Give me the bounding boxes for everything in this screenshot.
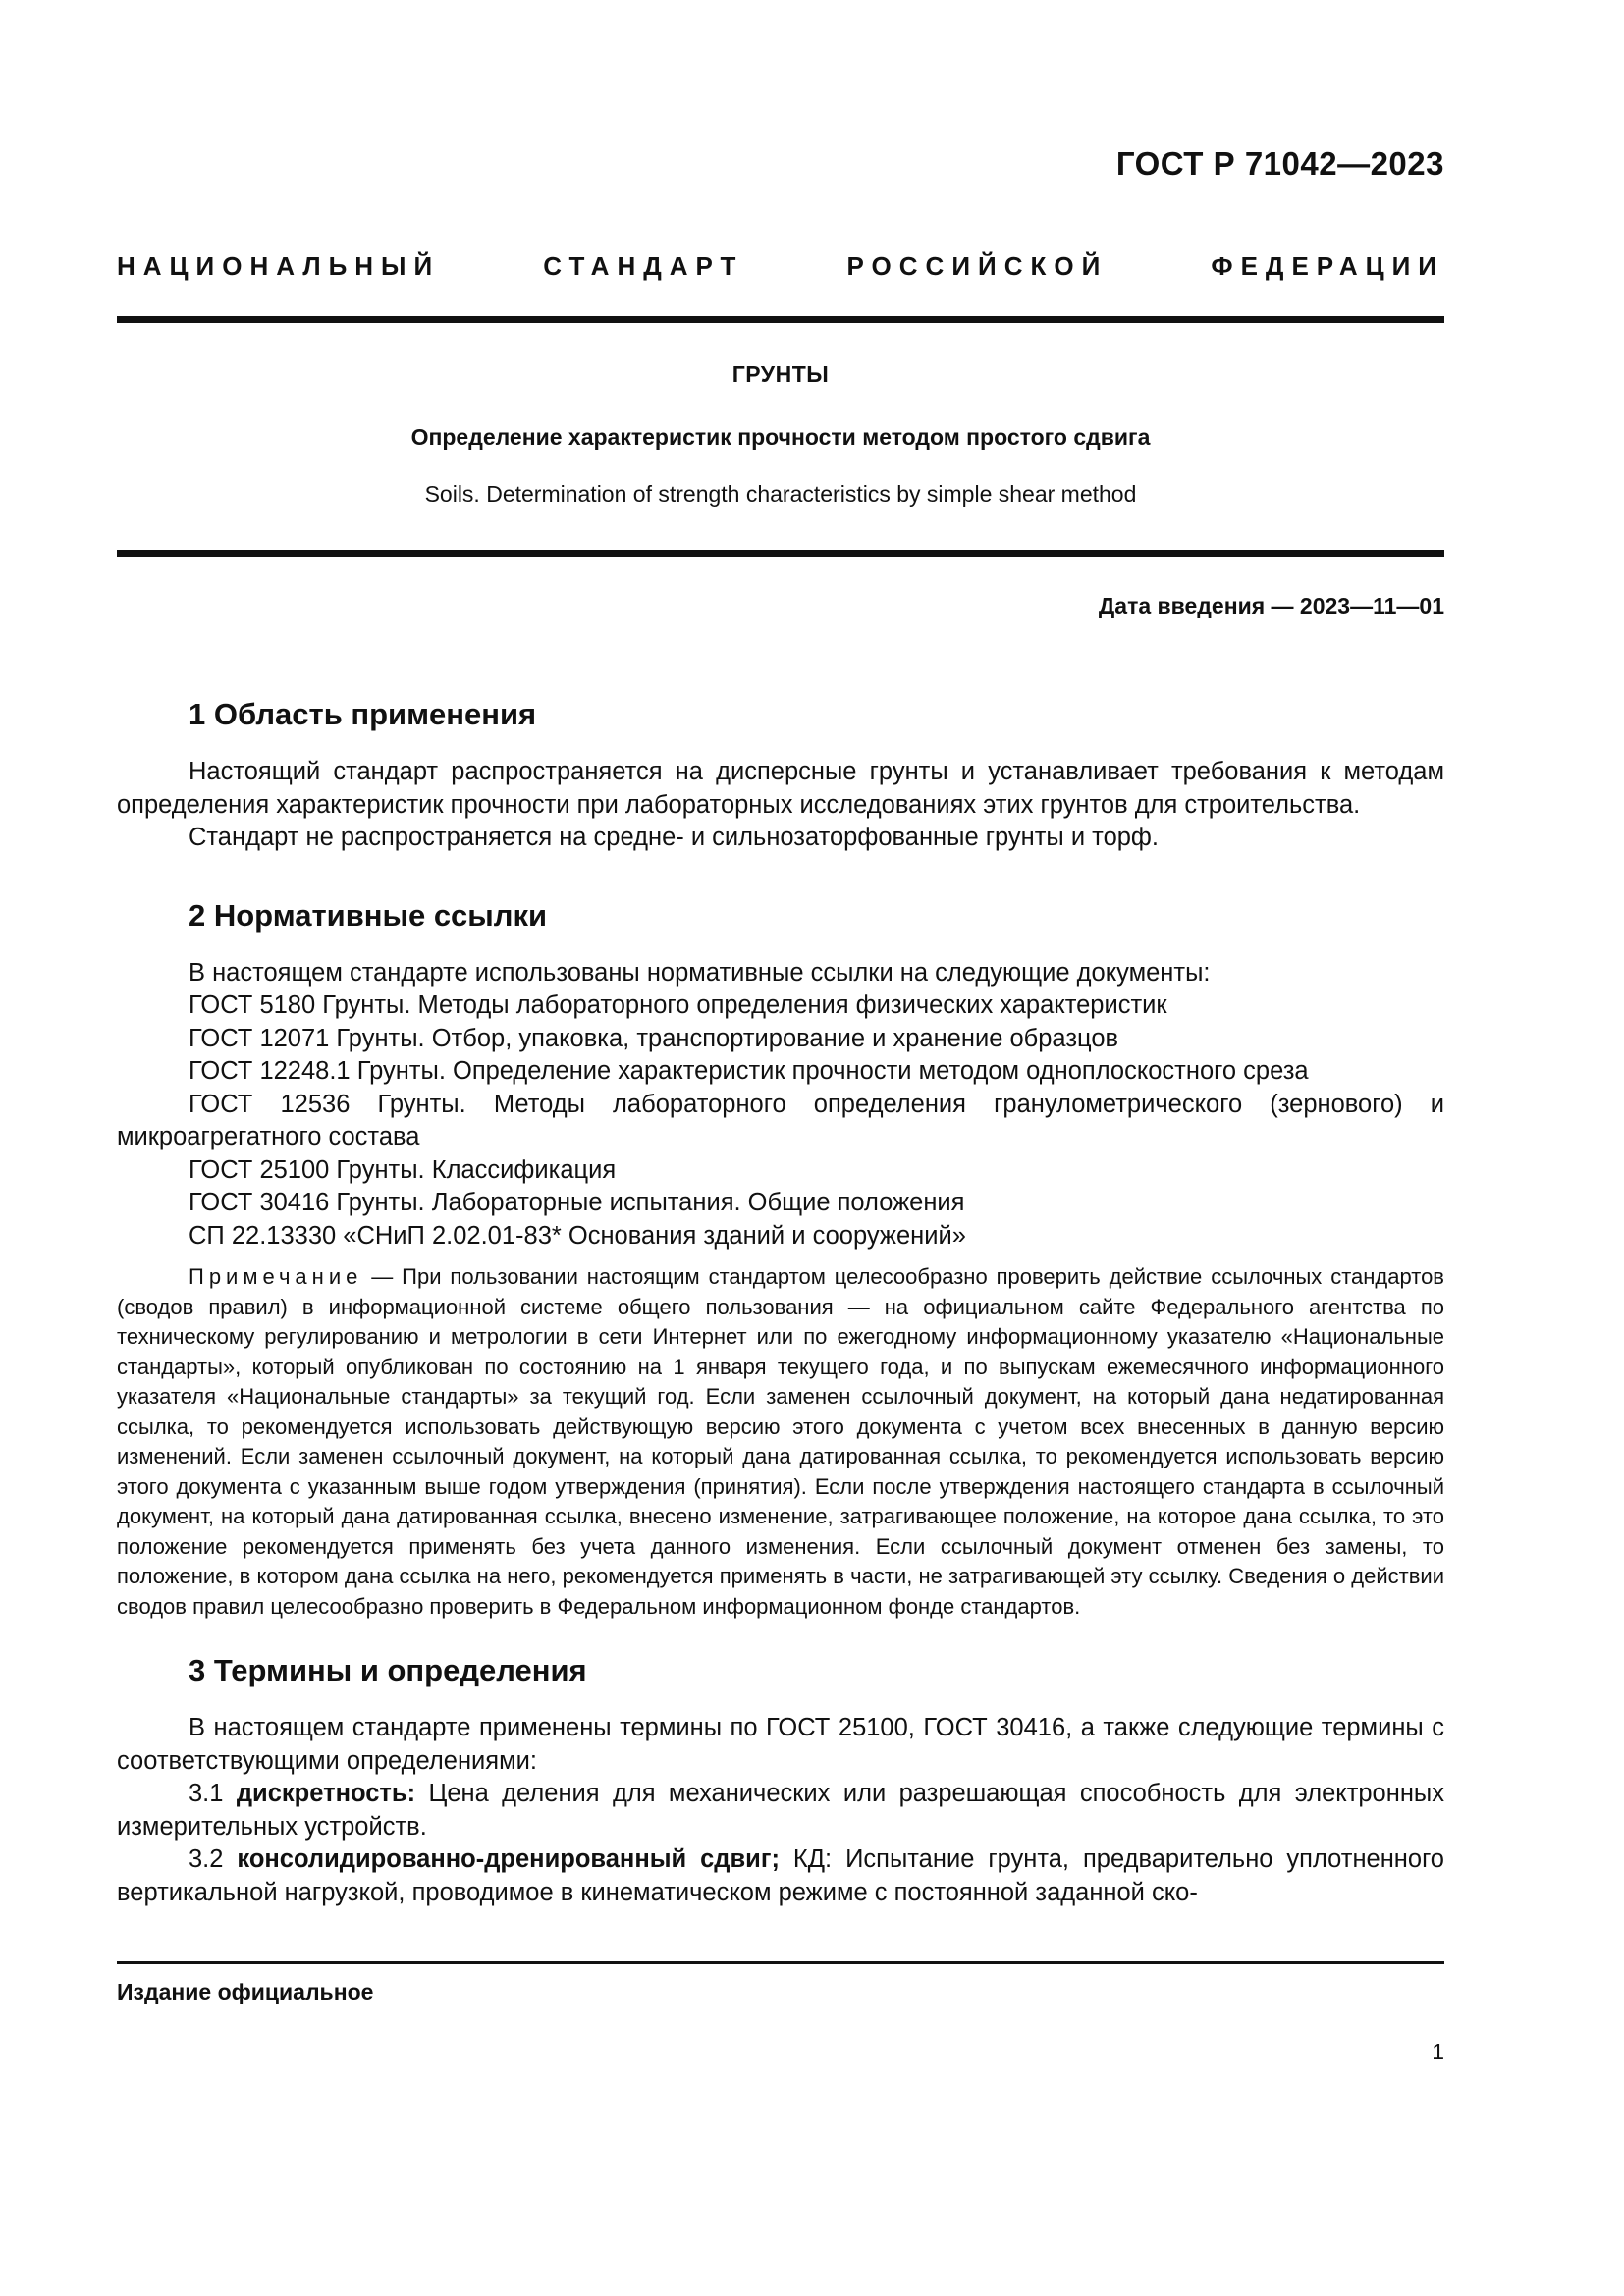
- paragraph: Настоящий стандарт распространяется на дисперсные грунты и устанавливает требования к методам определения характеристик прочности при лабораторных исследованиях этих грунтов для строительства.: [117, 758, 1444, 819]
- edition-label: Издание официальное: [117, 1979, 374, 2004]
- document-subtitle-en: Soils. Determination of strength characteristics by simple shear method: [424, 481, 1137, 507]
- term-number: 3.1: [189, 1780, 237, 1807]
- reference-item: ГОСТ 12536 Грунты. Методы лабораторного определения гранулометрического (зернового) и микроагрегатного состава: [117, 1090, 1444, 1150]
- reference-item: ГОСТ 30416 Грунты. Лабораторные испытания. Общие положения: [189, 1189, 965, 1216]
- header-divider: [117, 316, 1444, 323]
- document-subtitle-ru: Определение характеристик прочности методом простого сдвига: [410, 424, 1151, 450]
- note: [117, 1262, 1444, 1622]
- reference-item: ГОСТ 5180 Грунты. Методы лабораторного определения физических характеристик: [189, 991, 1167, 1019]
- term-text: Цена деления для механических или разрешающая способность для электронных измерительных устройств.: [117, 1780, 1444, 1841]
- note-label: Примечание: [189, 1264, 363, 1289]
- term-name: консолидированно-дренированный сдвиг;: [237, 1845, 780, 1873]
- document-body: [117, 695, 1444, 1909]
- term-name: дискретность:: [236, 1780, 416, 1807]
- national-standard-banner: НАЦИОНАЛЬНЫЙ СТАНДАРТ РОССИЙСКОЙ ФЕДЕРАЦИИ: [117, 251, 1444, 281]
- term-definition: [117, 1843, 1444, 1909]
- reference-item: ГОСТ 12248.1 Грунты. Определение характеристик прочности методом одноплоскостного среза: [189, 1057, 1309, 1085]
- section-terms-definitions: [117, 1651, 1444, 1909]
- reference-item: ГОСТ 25100 Грунты. Классификация: [189, 1155, 617, 1184]
- page-number: 1: [1432, 2039, 1444, 2064]
- title-divider: [117, 550, 1444, 557]
- document-title: ГРУНТЫ: [731, 361, 830, 387]
- section-heading: 1 Область применения: [189, 697, 537, 731]
- reference-item: СП 22.13330 «СНиП 2.02.01-83* Основания зданий и сооружений»: [189, 1221, 966, 1250]
- paragraph: В настоящем стандарте применены термины по ГОСТ 25100, ГОСТ 30416, а также следующие термины с соответствующими определениями:: [117, 1714, 1444, 1775]
- document-number: ГОСТ Р 71042—2023: [1115, 145, 1444, 182]
- note-text: — При пользовании настоящим стандартом целесообразно проверить действие ссылочных стандартов (сводов правил) в информационной системе общего пользования — на официальном сайте Федерального агентства по техническому регулированию и метрологии в сети Интернет или по ежегодному информационному указателю «Национальные стандарты», который опубликован по состоянию на 1 января текущего года, и по выпускам ежемесячного информационного указателя «Национальные стандарты» за текущий год. Если заменен ссылочный документ, на который дана недатированная ссылка, то рекомендуется использовать действующую версию этого документа с учетом всех внесенных в данную версию изменений. Если заменен ссылочный документ, на который дана датированная ссылка, то рекомендуется использовать версию этого документа с указанным выше годом утверждения (принятия). Если после утверждения настоящего стандарта в ссылочный документ, на который дана датированная ссылка, внесено изменение, затрагивающее положение, на которое дана ссылка, то это положение рекомендуется применять без учета данного изменения. Если ссылочный документ отменен без замены, то положение, в котором дана ссылка на него, рекомендуется применять в части, не затрагивающей эту ссылку. Сведения о действии сводов правил целесообразно проверить в Федеральном информационном фонде стандартов.: [117, 1264, 1444, 1619]
- section-heading: 2 Нормативные ссылки: [189, 897, 548, 933]
- introduction-date: Дата введения — 2023—11—01: [1098, 593, 1444, 618]
- term-definition: [117, 1778, 1444, 1843]
- term-text: КД: Испытание грунта, предварительно уплотненного вертикальной нагрузкой, проводимое в кинематическом режиме с постоянной заданной ско-: [117, 1845, 1444, 1906]
- paragraph: Стандарт не распространяется на средне- и сильнозаторфованные грунты и торф.: [189, 824, 1160, 851]
- section-heading: 3 Термины и определения: [189, 1653, 587, 1687]
- paragraph: В настоящем стандарте использованы нормативные ссылки на следующие документы:: [189, 958, 1211, 987]
- section-scope: [117, 695, 1444, 855]
- footer-divider: [117, 1961, 1444, 1964]
- section-normative-references: [117, 896, 1444, 1623]
- term-number: 3.2: [189, 1845, 238, 1873]
- reference-item: ГОСТ 12071 Грунты. Отбор, упаковка, транспортирование и хранение образцов: [189, 1024, 1119, 1052]
